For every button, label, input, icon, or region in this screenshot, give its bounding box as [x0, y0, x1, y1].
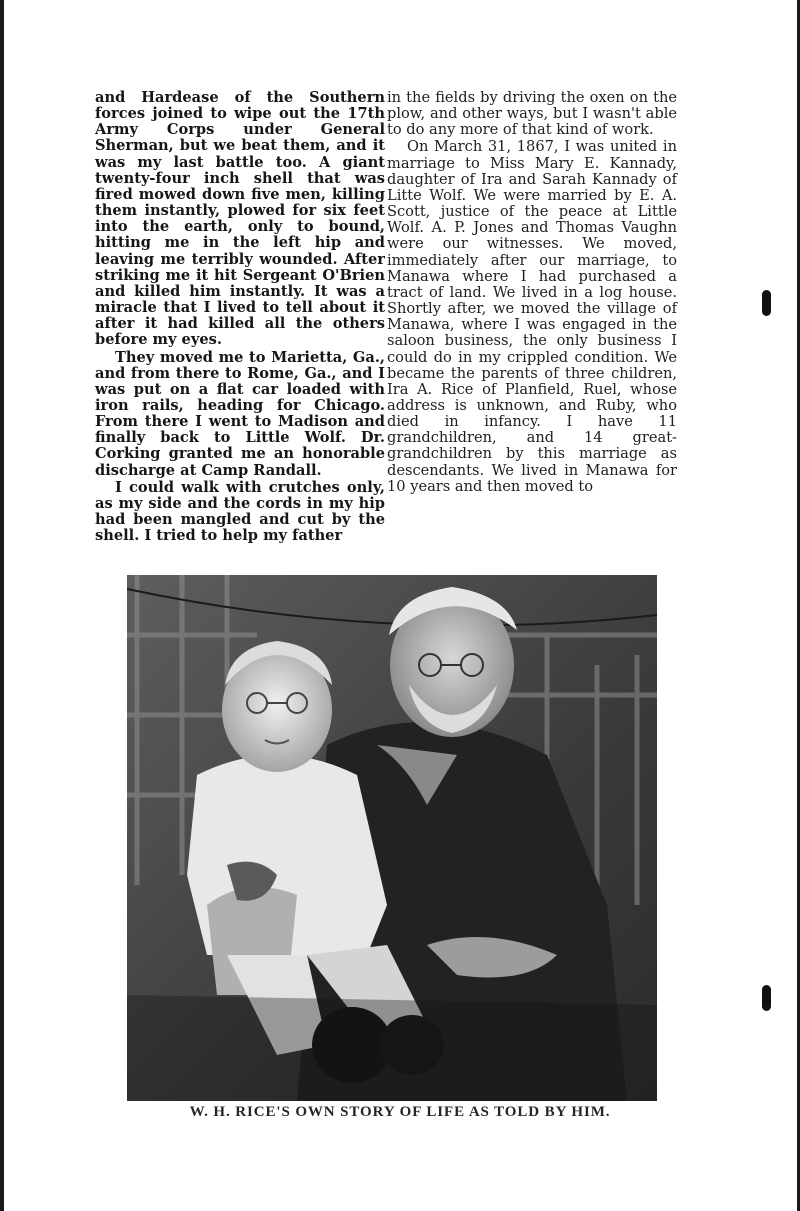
right-paragraph-2: On March 31, 1867, I was united in marriage to Miss Mary E. Kannady, daughter of Ira and Sarah Kannady of Litte Wolf. We were married by E. A. Scott, justice of the peace at Little Wolf. A. P. Jones and Thomas Vaughn were our witnesses. We moved, immediately after our marriage, to Manawa where I had purchased a tract of land. We lived in a log house. Shortly after, we moved the village of Manawa, where I was engaged in the saloon business, the only business I could do in my crippled condition. We became the parents of three children, Ira A. Rice of Planfield, Ruel, whose address is unknown, and Ruby, who died in infancy. I have 11 grandchildren, and 14 great-grandchildren by this marriage as descendants. We lived in Manawa for 10 years and then moved to	[387, 138, 677, 495]
page-edge-left	[0, 0, 4, 1211]
photo-caption: W. H. RICE'S OWN STORY OF LIFE AS TOLD BY HIM.	[189, 1104, 611, 1120]
article-photo	[127, 575, 657, 1101]
left-paragraph-1: and Hardease of the Southern forces joined to wipe out the 17th Army Corps under General Sherman, but we beat them, and it was my last battle too. A giant twenty-four inch shell that was fired mowed down five men, killing them instantly, plowed for six feet into the earth, only to bound, hitting me in the left hip and leaving me terribly wounded. After striking me it hit Sergeant O'Brien and killed him instantly. It was a miracle that I lived to tell about it after it had killed all the others before my eyes.	[95, 89, 385, 349]
photo-old-man-with-boy	[127, 575, 657, 1101]
left-paragraph-3: I could walk with crutches only, as my side and the cords in my hip had been mangled and cut by the shell. I tried to help my father	[95, 478, 385, 545]
right-paragraph-1: in the fields by driving the oxen on the plow, and other ways, but I wasn't able to do any more of that kind of work.	[387, 89, 677, 139]
left-paragraph-2: They moved me to Marietta, Ga., and from there to Rome, Ga., and I was put on a flat car loaded with iron rails, heading for Chicago. From there I went to Madison and finally back to Little Wolf. Dr. Corking granted me an honorable discharge at Camp Randall.	[95, 348, 385, 479]
binding-hole-bottom	[762, 985, 771, 1011]
article-right-column	[387, 90, 677, 495]
binding-hole-top	[762, 290, 771, 316]
article-left-column	[95, 90, 385, 544]
